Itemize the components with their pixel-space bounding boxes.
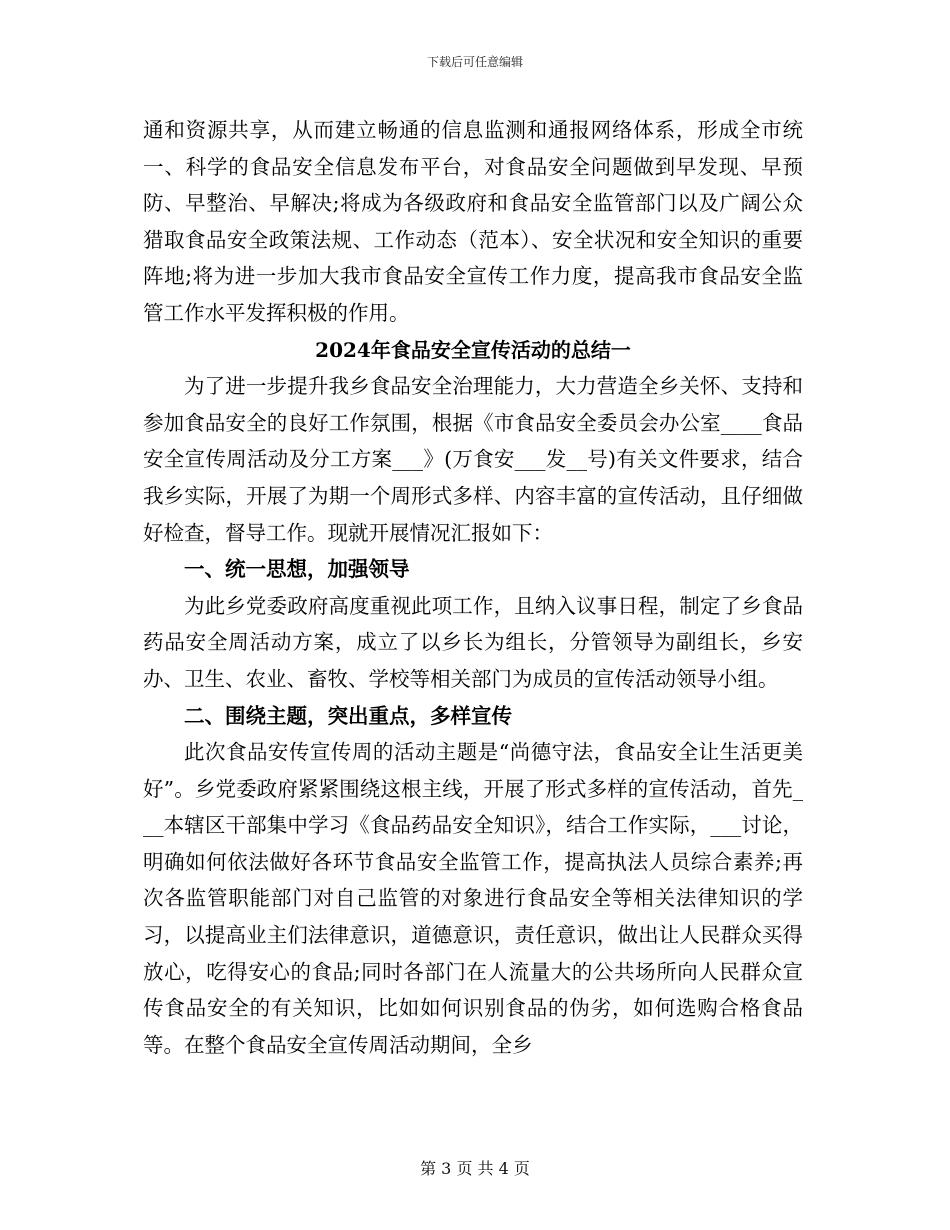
document-body: [143, 112, 803, 1063]
page-header: 下载后可任意编辑: [426, 55, 523, 69]
page-number: 第 3 页 共 4 页: [420, 1159, 530, 1178]
continuation-paragraph: 通和资源共享，从而建立畅通的信息监测和通报网络体系，形成全市统一、科学的食品安全信息发布平台，对食品安全问题做到早发现、早预防、早整治、早解决;将成为各级政府和食品安全监管部门以及广阔公众猎取食品安全政策法规、工作动态（范本）、安全状况和安全知识的重要阵地;将为进一步加大我市食品安全宣传工作力度，提高我市食品安全监管工作水平发挥积极的作用。: [143, 118, 803, 325]
section-2-paragraph: 此次食品安传宣传周的活动主题是“尚德守法，食品安全让生活更美好”。乡党委政府紧紧围绕这根主线，开展了形式多样的宣传活动，首先___本辖区干部集中学习《食品药品安全知识》，结合工作实际，___讨论，明确如何依法做好各环节食品安全监管工作，提高执法人员综合素养;再次各监管职能部门对自己监管的对象进行食品安全等相关法律知识的学习，以提高业主们法律意识，道德意识，责任意识，做出让人民群众买得放心，吃得安心的食品;同时各部门在人流量大的公共场所向人民群众宣传食品安全的有关知识，比如如何识别食品的伪劣，如何选购合格食品等。在整个食品安全宣传周活动期间，全乡: [143, 740, 803, 1057]
intro-paragraph: 为了进一步提升我乡食品安全治理能力，大力营造全乡关怀、支持和参加食品安全的良好工作氛围，根据《市食品安全委员会办公室____食品安全宣传周活动及分工方案___》(万食安___发__号)有关文件要求，结合我乡实际，开展了为期一个周形式多样、内容丰富的宣传活动，且仔细做好检查，督导工作。现就开展情况汇报如下：: [143, 374, 803, 545]
document-title: 2024年食品安全宣传活动的总结一: [315, 337, 631, 362]
section-1-heading: 一、统一思想，加强领导: [184, 557, 410, 582]
section-1-paragraph: 为此乡党委政府高度重视此项工作，且纳入议事日程，制定了乡食品药品安全周活动方案，成立了以乡长为组长，分管领导为副组长，乡安办、卫生、农业、畜牧、学校等相关部门为成员的宣传活动领导小组。: [143, 593, 803, 691]
section-2-heading: 二、围绕主题，突出重点，多样宣传: [184, 703, 512, 728]
